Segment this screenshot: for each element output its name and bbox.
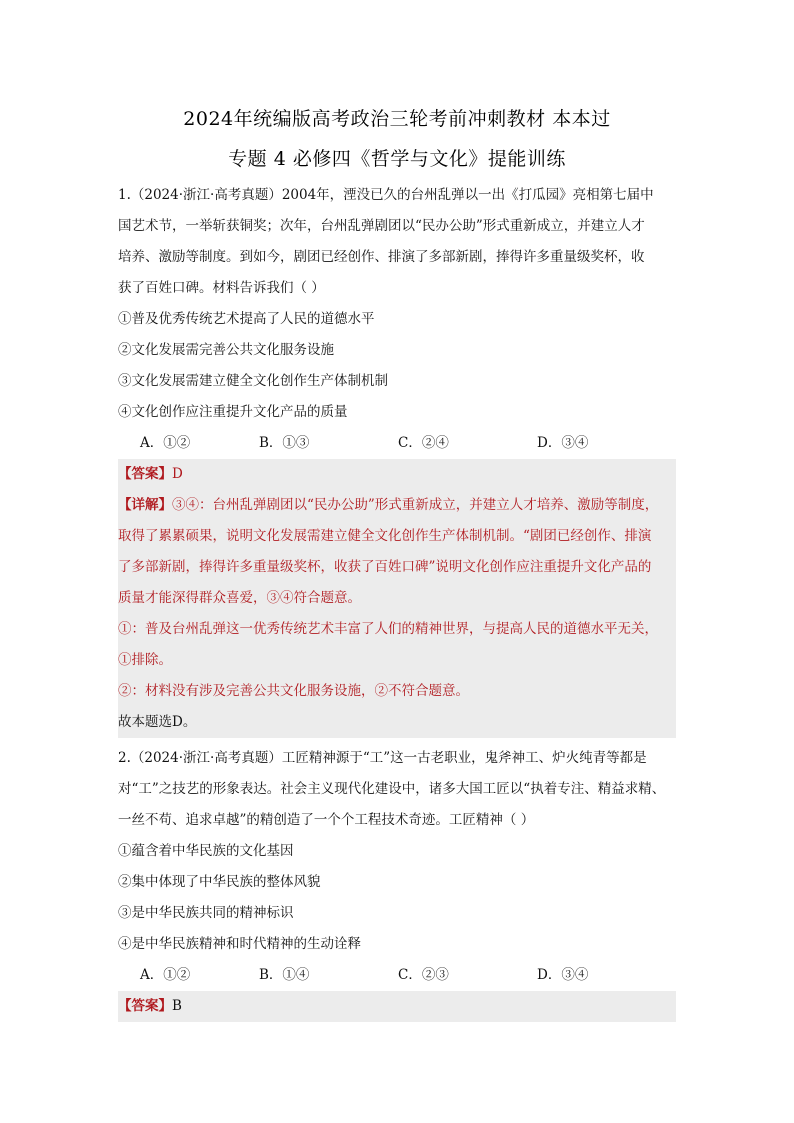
q1-stem-line: 国艺术节，一举斩获铜奖；次年，台州乱弹剧团以“民办公助”形式重新成立，并建立人才	[118, 218, 645, 234]
q1-statement: ②文化发展需完善公共文化服务设施	[118, 342, 334, 358]
q1-options	[118, 428, 676, 459]
detail-tag: 【详解】	[118, 497, 172, 513]
q2-stem-line: 对“工”之技艺的形象表达。社会主义现代化建设中，诸多大国工匠以“执着专注、精益求精、	[118, 781, 666, 797]
answer-tag: 【答案】	[118, 466, 172, 482]
q2-statement: ①蕴含着中华民族的文化基因	[118, 843, 294, 859]
q1-statement: ③文化发展需建立健全文化创作生产体制机制	[118, 373, 388, 389]
q2-options	[118, 960, 676, 991]
q2-answer-box	[118, 991, 676, 1022]
q2-stem-line: 2.（2024·浙江·高考真题）工匠精神源于“工”这一古老职业，鬼斧神工、炉火纯青等都是	[118, 750, 647, 766]
q1-exclusion-line: ②：材料没有涉及完善公共文化服务设施，②不符合题意。	[118, 683, 469, 699]
page-subtitle: 专题 4 必修四《哲学与文化》提能训练	[228, 148, 566, 170]
page-title: 2024年统编版高考政治三轮考前冲刺教材 本本过	[183, 108, 611, 130]
q1-detail-line: 取得了累累硕果，说明文化发展需建立健全文化创作生产体制机制。“剧团已经创作、排演	[118, 528, 652, 544]
q1-stem-line: 获了百姓口碑。材料告诉我们（ ）	[118, 280, 325, 296]
answer-value: B	[172, 998, 182, 1014]
q1-option-a: A．①②	[140, 435, 191, 451]
detail-text: ③④：台州乱弹剧团以“民办公助”形式重新成立，并建立人才培养、激励等制度，	[172, 497, 659, 513]
q1-detail-line	[118, 490, 676, 521]
answer-tag: 【答案】	[118, 998, 172, 1014]
q2-option-d: D．③④	[537, 967, 589, 983]
q1-detail-line: 质量才能深得群众喜爱，③④符合题意。	[118, 590, 361, 606]
q2-statement: ③是中华民族共同的精神标识	[118, 905, 294, 921]
q1-option-c: C．②④	[398, 435, 449, 451]
q1-conclusion: 故本题选D。	[118, 714, 197, 730]
q1-answer-box	[118, 459, 676, 738]
q1-statement: ④文化创作应注重提升文化产品的质量	[118, 404, 348, 420]
q1-stem-line: 1.（2024·浙江·高考真题）2004年，湮没已久的台州乱弹以一出《打瓜园》亮相第七届中	[118, 187, 654, 203]
q2-statement: ④是中华民族精神和时代精神的生动诠释	[118, 936, 361, 952]
q1-exclusion-line: ①排除。	[118, 652, 172, 668]
q1-option-b: B．①③	[259, 435, 310, 451]
q1-detail-line: 了多部新剧，捧得许多重量级奖杯，收获了百姓口碑”说明文化创作应注重提升文化产品的	[118, 559, 652, 575]
q1-exclusion-line: ①：普及台州乱弹这一优秀传统艺术丰富了人们的精神世界，与提高人民的道德水平无关，	[118, 621, 658, 637]
answer-value: D	[172, 466, 183, 482]
q1-option-d: D．③④	[537, 435, 589, 451]
q1-answer-line	[118, 459, 676, 490]
q2-answer-line	[118, 991, 676, 1022]
q2-option-c: C．②③	[398, 967, 449, 983]
q2-option-a: A．①②	[140, 967, 191, 983]
q1-statement: ①普及优秀传统艺术提高了人民的道德水平	[118, 311, 375, 327]
q2-option-b: B．①④	[259, 967, 310, 983]
q2-statement: ②集中体现了中华民族的整体风貌	[118, 874, 321, 890]
question-1	[118, 180, 676, 738]
question-2	[118, 743, 676, 1022]
q2-stem-line: 一丝不苟、追求卓越”的精创造了一个个工程技术奇迹。工匠精神（ ）	[118, 812, 535, 828]
q1-stem-line: 培养、激励等制度。到如今，剧团已经创作、排演了多部新剧，捧得许多重量级奖杯，收	[118, 249, 645, 265]
